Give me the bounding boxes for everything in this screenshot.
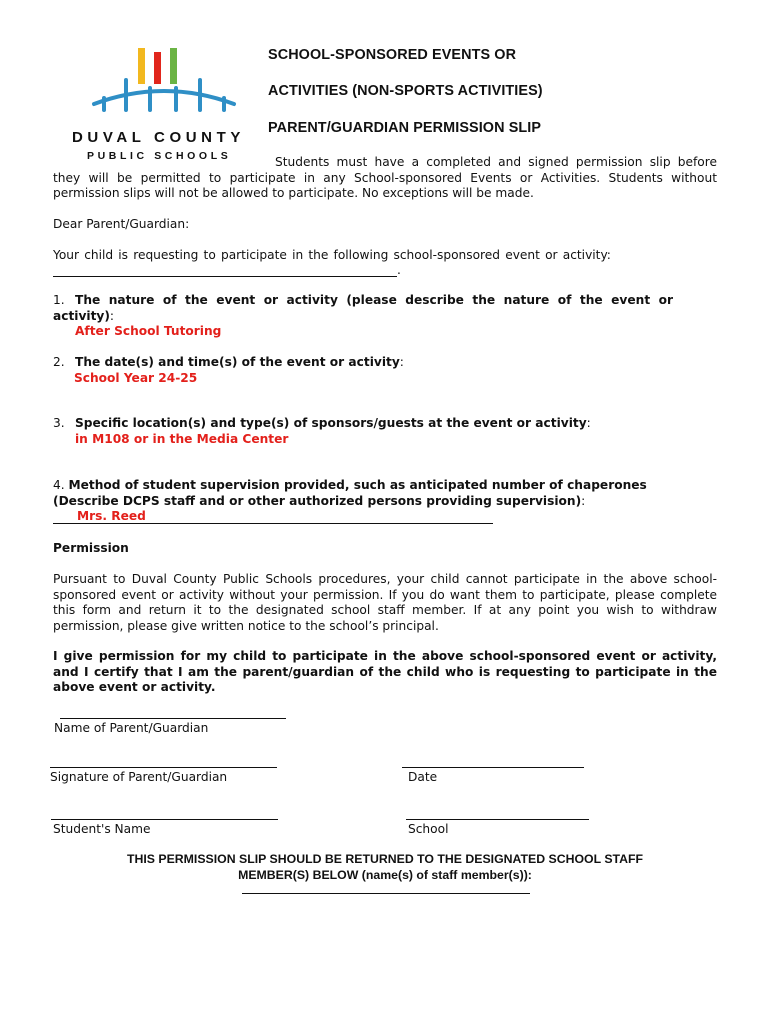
school-line (406, 819, 589, 820)
logo-arch (94, 80, 234, 110)
item-4-answer: Mrs. Reed (77, 509, 146, 523)
school-label: School (408, 822, 449, 836)
footer-line-2: MEMBER(S) BELOW (name(s) of staff member(s)): (238, 868, 532, 882)
item-2-question: The date(s) and time(s) of the event or activity (75, 355, 400, 369)
logo-red-bar (154, 52, 161, 84)
logo-graphic (90, 40, 250, 120)
logo-line1: DUVAL COUNTY (72, 129, 245, 146)
item-3 (53, 416, 717, 432)
item-2-number: 2. (53, 355, 65, 369)
duval-county-logo (72, 40, 250, 170)
intro-paragraph: Students must have a completed and signed permission slip before they will be permitted to participate in any School-sponsored Events or Activities. Students without permission slips will not be allowed to participate. No exceptions will be made. (53, 155, 717, 200)
greeting: Dear Parent/Guardian: (53, 217, 190, 231)
permission-paragraph: Pursuant to Duval County Public Schools procedures, your child cannot participate in the above school-sponsored event or activity without your permission. If you do want them to participate, please complete this form and return it to the designated school staff member. If at any point you wish to withdraw permission, please give written notice to the school’s principal. (53, 572, 717, 633)
permission-statement: I give permission for my child to participate in the above school-sponsored event or activity, and I certify that I am the parent/guardian of the child who is requesting to participate in the above event or activity. (53, 649, 717, 694)
parent-signature-line (50, 767, 277, 768)
title-line-2: ACTIVITIES (NON-SPORTS ACTIVITIES) (268, 83, 543, 99)
permission-heading: Permission (53, 541, 129, 555)
parent-name-line (60, 718, 286, 719)
item-4-colon: : (581, 493, 586, 508)
request-period: . (397, 263, 401, 277)
footer-line-1: THIS PERMISSION SLIP SHOULD BE RETURNED TO THE DESIGNATED SCHOOL STAFF (126, 852, 644, 866)
item-3-answer: in M108 or in the Media Center (75, 432, 289, 446)
item-1-number: 1. (53, 293, 65, 307)
staff-member-line (242, 893, 530, 894)
item-1-colon: : (109, 308, 115, 323)
student-name-label: Student's Name (53, 822, 151, 836)
item-3-number: 3. (53, 416, 65, 430)
item-2 (53, 355, 717, 371)
item-4 (53, 478, 713, 509)
logo-line2: PUBLIC SCHOOLS (87, 150, 232, 162)
logo-green-bar (170, 48, 177, 84)
item-2-answer: School Year 24-25 (74, 371, 198, 385)
date-line (402, 767, 584, 768)
item-1-question: The nature of the event or activity (please describe the nature of the event or activity) (53, 293, 673, 323)
item-4-answer-line (53, 523, 493, 524)
request-text: Your child is requesting to participate in the following school-sponsored event or activity: (53, 248, 611, 262)
title-line-1: SCHOOL-SPONSORED EVENTS OR (268, 47, 517, 63)
student-name-line (51, 819, 278, 820)
item-3-question: Specific location(s) and type(s) of sponsors/guests at the event or activity (75, 416, 587, 430)
date-label: Date (408, 770, 438, 784)
item-4-question: Method of student supervision provided, such as anticipated number of chaperones (Describe DCPS staff and or other authorized persons providing supervision) (53, 478, 647, 508)
logo-yellow-bar (138, 48, 145, 84)
item-1 (53, 293, 673, 324)
parent-name-label: Name of Parent/Guardian (54, 721, 209, 735)
item-2-colon: : (399, 355, 404, 369)
item-1-answer: After School Tutoring (75, 324, 222, 338)
request-blank-line (53, 276, 397, 277)
item-4-number: 4. (53, 478, 65, 492)
parent-signature-label: Signature of Parent/Guardian (50, 770, 228, 784)
title-line-3: PARENT/GUARDIAN PERMISSION SLIP (268, 120, 542, 136)
item-3-colon: : (586, 416, 591, 430)
